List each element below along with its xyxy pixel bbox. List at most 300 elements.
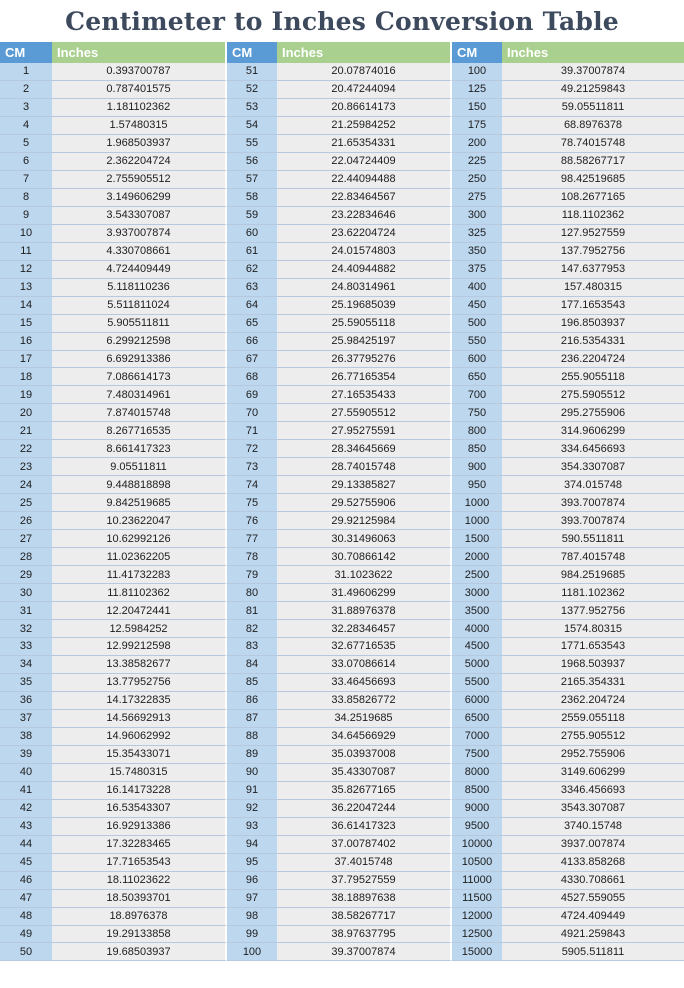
inches-cell: 24.80314961 [277,279,452,297]
inches-cell: 31.1023622 [277,566,452,584]
cm-cell: 225 [452,153,502,171]
inches-cell: 147.6377953 [502,261,684,279]
column-header-inches: Inches [52,42,227,63]
cm-cell: 39 [0,746,52,764]
cm-cell: 36 [0,692,52,710]
cm-cell: 44 [0,836,52,854]
inches-cell: 11.02362205 [52,548,227,566]
inches-cell: 1968.503937 [502,656,684,674]
cm-cell: 175 [452,117,502,135]
inches-cell: 1.57480315 [52,117,227,135]
inches-cell: 17.71653543 [52,854,227,872]
inches-cell: 30.31496063 [277,530,452,548]
cm-cell: 400 [452,279,502,297]
inches-cell: 13.38582677 [52,656,227,674]
cm-cell: 87 [227,710,277,728]
table-row [0,566,684,584]
table-row [0,135,684,153]
cm-cell: 18 [0,368,52,386]
inches-cell: 2755.905512 [502,728,684,746]
inches-cell: 1574.80315 [502,620,684,638]
table-row [0,926,684,944]
table-row [0,530,684,548]
inches-cell: 34.2519685 [277,710,452,728]
cm-cell: 2500 [452,566,502,584]
table-row [0,297,684,315]
inches-cell: 27.55905512 [277,404,452,422]
inches-cell: 23.62204724 [277,225,452,243]
inches-cell: 196.8503937 [502,315,684,333]
cm-cell: 12 [0,261,52,279]
table-row [0,512,684,530]
cm-cell: 16 [0,333,52,351]
table-row [0,494,684,512]
cm-cell: 76 [227,512,277,530]
cm-cell: 61 [227,243,277,261]
cm-cell: 200 [452,135,502,153]
inches-cell: 24.01574803 [277,243,452,261]
cm-cell: 25 [0,494,52,512]
cm-cell: 96 [227,872,277,890]
table-row [0,315,684,333]
inches-cell: 8.661417323 [52,440,227,458]
inches-cell: 2.362204724 [52,153,227,171]
cm-cell: 300 [452,207,502,225]
inches-cell: 3346.456693 [502,782,684,800]
inches-cell: 4527.559055 [502,890,684,908]
table-row [0,584,684,602]
inches-cell: 25.59055118 [277,315,452,333]
cm-cell: 85 [227,674,277,692]
cm-cell: 800 [452,422,502,440]
inches-cell: 7.874015748 [52,404,227,422]
cm-cell: 3500 [452,602,502,620]
cm-cell: 2 [0,81,52,99]
inches-cell: 1.968503937 [52,135,227,153]
inches-cell: 8.267716535 [52,422,227,440]
inches-cell: 374.015748 [502,476,684,494]
cm-cell: 97 [227,890,277,908]
cm-cell: 2000 [452,548,502,566]
cm-cell: 68 [227,368,277,386]
inches-cell: 334.6456693 [502,440,684,458]
inches-cell: 21.65354331 [277,135,452,153]
cm-cell: 10500 [452,854,502,872]
inches-cell: 29.52755906 [277,494,452,512]
inches-cell: 2952.755906 [502,746,684,764]
cm-cell: 6500 [452,710,502,728]
table-row [0,368,684,386]
inches-cell: 1377.952756 [502,602,684,620]
cm-cell: 24 [0,476,52,494]
table-row [0,620,684,638]
inches-cell: 7.480314961 [52,386,227,404]
cm-cell: 57 [227,171,277,189]
inches-cell: 31.49606299 [277,584,452,602]
inches-cell: 18.8976378 [52,908,227,926]
inches-cell: 137.7952756 [502,243,684,261]
inches-cell: 14.96062992 [52,728,227,746]
inches-cell: 78.74015748 [502,135,684,153]
inches-cell: 35.03937008 [277,746,452,764]
table-row [0,243,684,261]
inches-cell: 25.98425197 [277,333,452,351]
column-header-cm: CM [227,42,277,63]
table-row [0,153,684,171]
inches-cell: 6.692913386 [52,351,227,369]
cm-cell: 19 [0,386,52,404]
cm-cell: 60 [227,225,277,243]
cm-cell: 49 [0,926,52,944]
cm-cell: 325 [452,225,502,243]
cm-cell: 750 [452,404,502,422]
cm-cell: 50 [0,943,52,961]
cm-cell: 75 [227,494,277,512]
inches-cell: 12.20472441 [52,602,227,620]
cm-cell: 86 [227,692,277,710]
cm-cell: 5000 [452,656,502,674]
inches-cell: 275.5905512 [502,386,684,404]
cm-cell: 4500 [452,638,502,656]
cm-cell: 99 [227,926,277,944]
cm-cell: 7 [0,171,52,189]
cm-cell: 950 [452,476,502,494]
inches-cell: 32.67716535 [277,638,452,656]
cm-cell: 38 [0,728,52,746]
inches-cell: 6.299212598 [52,333,227,351]
inches-cell: 314.9606299 [502,422,684,440]
cm-cell: 20 [0,404,52,422]
cm-cell: 3 [0,99,52,117]
cm-cell: 45 [0,854,52,872]
inches-cell: 2362.204724 [502,692,684,710]
cm-cell: 74 [227,476,277,494]
inches-cell: 9.05511811 [52,458,227,476]
inches-cell: 14.56692913 [52,710,227,728]
inches-cell: 3740.15748 [502,818,684,836]
cm-cell: 84 [227,656,277,674]
inches-cell: 20.47244094 [277,81,452,99]
inches-cell: 5.905511811 [52,315,227,333]
inches-cell: 29.13385827 [277,476,452,494]
inches-cell: 35.82677165 [277,782,452,800]
inches-cell: 16.53543307 [52,800,227,818]
table-row [0,728,684,746]
inches-cell: 26.77165354 [277,368,452,386]
cm-cell: 41 [0,782,52,800]
table-body [0,63,684,961]
inches-cell: 984.2519685 [502,566,684,584]
column-header-inches: Inches [277,42,452,63]
cm-cell: 375 [452,261,502,279]
cm-cell: 46 [0,872,52,890]
inches-cell: 21.25984252 [277,117,452,135]
cm-cell: 12000 [452,908,502,926]
cm-cell: 1000 [452,494,502,512]
table-row [0,99,684,117]
cm-cell: 27 [0,530,52,548]
cm-cell: 7500 [452,746,502,764]
inches-cell: 19.68503937 [52,943,227,961]
inches-cell: 88.58267717 [502,153,684,171]
inches-cell: 118.1102362 [502,207,684,225]
inches-cell: 18.11023622 [52,872,227,890]
cm-cell: 15 [0,315,52,333]
table-row [0,710,684,728]
inches-cell: 4133.858268 [502,854,684,872]
cm-cell: 5500 [452,674,502,692]
cm-cell: 72 [227,440,277,458]
cm-cell: 13 [0,279,52,297]
cm-cell: 600 [452,351,502,369]
cm-cell: 450 [452,297,502,315]
inches-cell: 354.3307087 [502,458,684,476]
inches-cell: 12.99212598 [52,638,227,656]
cm-cell: 9 [0,207,52,225]
cm-cell: 32 [0,620,52,638]
inches-cell: 393.7007874 [502,512,684,530]
inches-cell: 5905.511811 [502,943,684,961]
inches-cell: 34.64566929 [277,728,452,746]
cm-cell: 5 [0,135,52,153]
inches-cell: 177.1653543 [502,297,684,315]
inches-cell: 590.5511811 [502,530,684,548]
table-row [0,656,684,674]
cm-cell: 28 [0,548,52,566]
inches-cell: 33.07086614 [277,656,452,674]
cm-cell: 150 [452,99,502,117]
cm-cell: 71 [227,422,277,440]
cm-cell: 59 [227,207,277,225]
inches-cell: 0.393700787 [52,63,227,81]
cm-cell: 900 [452,458,502,476]
cm-cell: 70 [227,404,277,422]
inches-cell: 3.543307087 [52,207,227,225]
cm-cell: 92 [227,800,277,818]
inches-cell: 3.937007874 [52,225,227,243]
inches-cell: 23.22834646 [277,207,452,225]
inches-cell: 7.086614173 [52,368,227,386]
inches-cell: 98.42519685 [502,171,684,189]
cm-cell: 88 [227,728,277,746]
table-row [0,692,684,710]
cm-cell: 1500 [452,530,502,548]
cm-cell: 15000 [452,943,502,961]
cm-cell: 1 [0,63,52,81]
inches-cell: 9.448818898 [52,476,227,494]
inches-cell: 49.21259843 [502,81,684,99]
cm-cell: 850 [452,440,502,458]
inches-cell: 29.92125984 [277,512,452,530]
cm-cell: 9000 [452,800,502,818]
inches-cell: 3937.007874 [502,836,684,854]
cm-cell: 34 [0,656,52,674]
cm-cell: 54 [227,117,277,135]
column-header-cm: CM [452,42,502,63]
table-row [0,440,684,458]
cm-cell: 47 [0,890,52,908]
cm-cell: 90 [227,764,277,782]
table-row [0,854,684,872]
cm-cell: 500 [452,315,502,333]
cm-cell: 30 [0,584,52,602]
cm-cell: 6000 [452,692,502,710]
cm-cell: 82 [227,620,277,638]
inches-cell: 27.95275591 [277,422,452,440]
inches-cell: 9.842519685 [52,494,227,512]
inches-cell: 16.14173228 [52,782,227,800]
cm-cell: 1000 [452,512,502,530]
table-row [0,908,684,926]
table-row [0,333,684,351]
inches-cell: 12.5984252 [52,620,227,638]
inches-cell: 1.181102362 [52,99,227,117]
inches-cell: 39.37007874 [277,943,452,961]
cm-cell: 3000 [452,584,502,602]
inches-cell: 236.2204724 [502,351,684,369]
column-header-inches: Inches [502,42,684,63]
inches-cell: 3543.307087 [502,800,684,818]
inches-cell: 295.2755906 [502,404,684,422]
cm-cell: 89 [227,746,277,764]
cm-cell: 62 [227,261,277,279]
cm-cell: 250 [452,171,502,189]
cm-cell: 8000 [452,764,502,782]
cm-cell: 56 [227,153,277,171]
cm-cell: 11500 [452,890,502,908]
inches-cell: 0.787401575 [52,81,227,99]
table-row [0,261,684,279]
inches-cell: 5.511811024 [52,297,227,315]
table-row [0,117,684,135]
cm-cell: 58 [227,189,277,207]
table-row [0,602,684,620]
inches-cell: 4.330708661 [52,243,227,261]
table-row [0,818,684,836]
inches-cell: 22.04724409 [277,153,452,171]
cm-cell: 10 [0,225,52,243]
cm-cell: 80 [227,584,277,602]
inches-cell: 3.149606299 [52,189,227,207]
cm-cell: 98 [227,908,277,926]
inches-cell: 22.44094488 [277,171,452,189]
table-row [0,81,684,99]
table-row [0,404,684,422]
inches-cell: 1181.102362 [502,584,684,602]
cm-cell: 67 [227,351,277,369]
cm-cell: 48 [0,908,52,926]
table-row [0,872,684,890]
cm-cell: 700 [452,386,502,404]
inches-cell: 24.40944882 [277,261,452,279]
cm-cell: 43 [0,818,52,836]
cm-cell: 11000 [452,872,502,890]
inches-cell: 11.41732283 [52,566,227,584]
table-row [0,476,684,494]
cm-cell: 40 [0,764,52,782]
column-header-cm: CM [0,42,52,63]
cm-cell: 4000 [452,620,502,638]
cm-cell: 64 [227,297,277,315]
cm-cell: 53 [227,99,277,117]
inches-cell: 4724.409449 [502,908,684,926]
inches-cell: 30.70866142 [277,548,452,566]
cm-cell: 91 [227,782,277,800]
inches-cell: 33.85826772 [277,692,452,710]
inches-cell: 3149.606299 [502,764,684,782]
table-row [0,458,684,476]
inches-cell: 15.35433071 [52,746,227,764]
table-row [0,674,684,692]
table-row [0,279,684,297]
inches-cell: 255.9055118 [502,368,684,386]
cm-cell: 79 [227,566,277,584]
inches-cell: 38.18897638 [277,890,452,908]
table-row [0,800,684,818]
cm-cell: 650 [452,368,502,386]
conversion-table [0,42,684,961]
cm-cell: 22 [0,440,52,458]
inches-cell: 26.37795276 [277,351,452,369]
inches-cell: 2165.354331 [502,674,684,692]
cm-cell: 275 [452,189,502,207]
inches-cell: 216.5354331 [502,333,684,351]
cm-cell: 73 [227,458,277,476]
inches-cell: 27.16535433 [277,386,452,404]
inches-cell: 35.43307087 [277,764,452,782]
inches-cell: 2559.055118 [502,710,684,728]
table-row [0,386,684,404]
inches-cell: 15.7480315 [52,764,227,782]
table-row [0,63,684,81]
inches-cell: 393.7007874 [502,494,684,512]
table-row [0,890,684,908]
cm-cell: 7000 [452,728,502,746]
cm-cell: 550 [452,333,502,351]
cm-cell: 125 [452,81,502,99]
cm-cell: 23 [0,458,52,476]
inches-cell: 28.74015748 [277,458,452,476]
table-row [0,638,684,656]
table-row [0,764,684,782]
inches-cell: 108.2677165 [502,189,684,207]
inches-cell: 59.05511811 [502,99,684,117]
cm-cell: 11 [0,243,52,261]
cm-cell: 35 [0,674,52,692]
inches-cell: 31.88976378 [277,602,452,620]
cm-cell: 10000 [452,836,502,854]
inches-cell: 38.58267717 [277,908,452,926]
inches-cell: 36.61417323 [277,818,452,836]
cm-cell: 69 [227,386,277,404]
cm-cell: 55 [227,135,277,153]
inches-cell: 13.77952756 [52,674,227,692]
inches-cell: 19.29133858 [52,926,227,944]
table-row [0,171,684,189]
cm-cell: 9500 [452,818,502,836]
table-row [0,207,684,225]
cm-cell: 4 [0,117,52,135]
inches-cell: 37.00787402 [277,836,452,854]
table-row [0,225,684,243]
cm-cell: 51 [227,63,277,81]
cm-cell: 93 [227,818,277,836]
inches-cell: 37.4015748 [277,854,452,872]
inches-cell: 20.07874016 [277,63,452,81]
inches-cell: 5.118110236 [52,279,227,297]
inches-cell: 4330.708661 [502,872,684,890]
inches-cell: 36.22047244 [277,800,452,818]
